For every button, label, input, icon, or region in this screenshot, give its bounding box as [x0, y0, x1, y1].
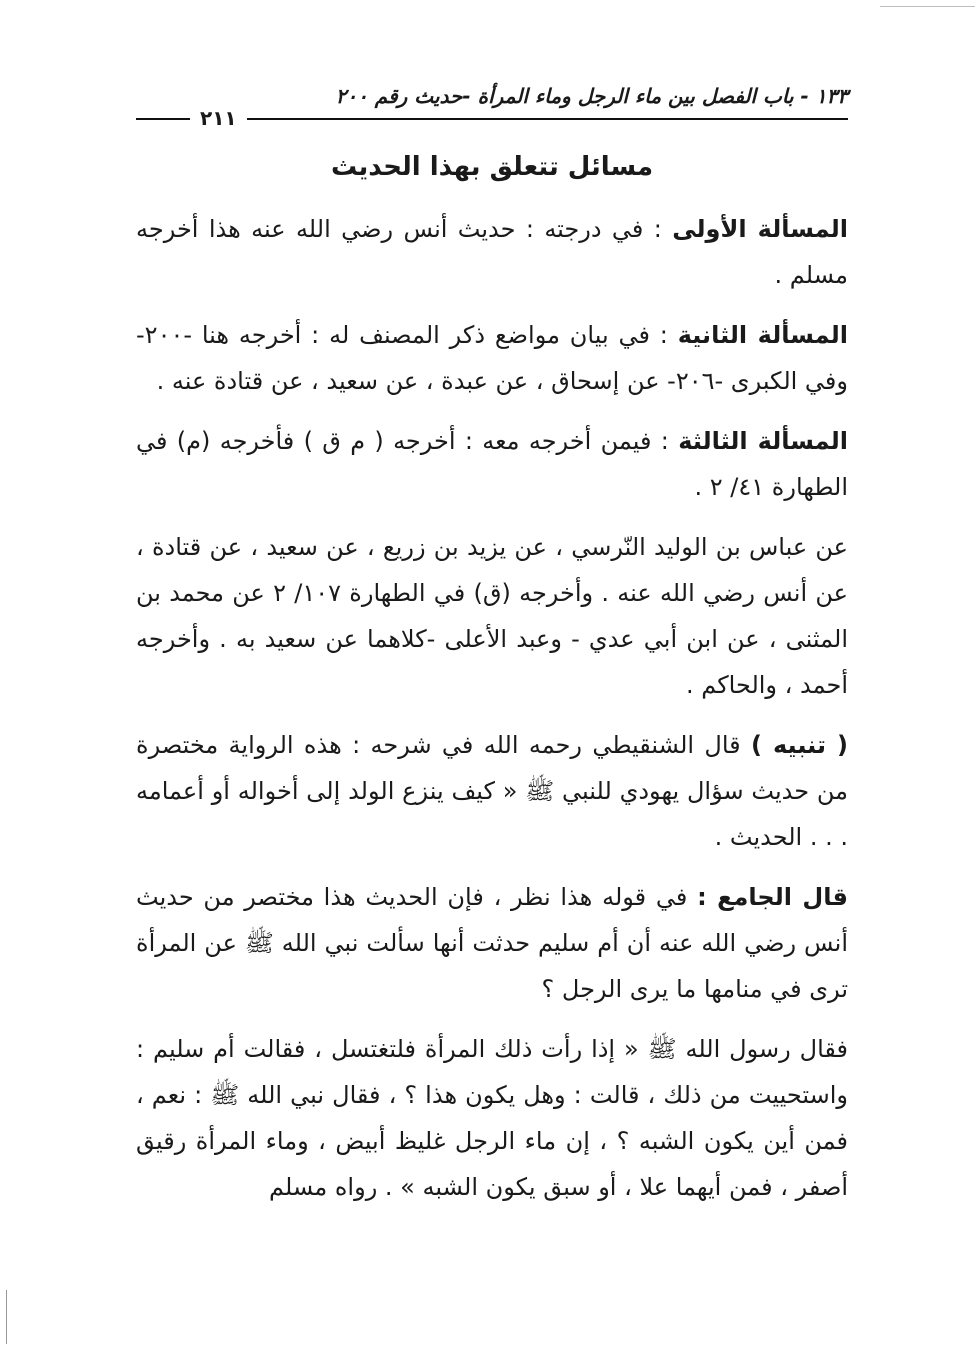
- paragraph-lead: المسألة الثالثة: [678, 427, 849, 455]
- paragraph-lead: ( تنبيه ): [750, 731, 848, 759]
- paragraph-note: [136, 722, 848, 860]
- paragraph-lead: المسألة الأولى: [672, 215, 848, 243]
- paragraph-chain: [136, 524, 848, 708]
- running-header: [136, 84, 848, 130]
- paragraph-text: : فيمن أخرجه معه : أخرجه ( م ق ) فأخرجه (م) في الطهارة ٤١/ ٢ .: [136, 427, 848, 501]
- paragraph-issue-1: [136, 206, 848, 298]
- paragraph-lead: قال الجامع :: [697, 883, 848, 911]
- paragraph-text: : في درجته : حديث أنس رضي الله عنه هذا أخرجه مسلم .: [136, 215, 848, 289]
- scan-margin-mark: [6, 1290, 7, 1344]
- paragraph-compiler: [136, 874, 848, 1012]
- paragraph-text: : في بيان مواضع ذكر المصنف له : أخرجه هنا -٢٠٠- وفي الكبرى -٢٠٦- عن إسحاق ، عن عبدة ، عن سعيد ، عن قتادة عنه .: [136, 321, 848, 395]
- paragraph-text: قال الشنقيطي رحمه الله في شرحه : هذه الرواية مختصرة من حديث سؤال يهودي للنبي ﷺ « كيف ينزع الولد إلى أخواله أو أعمامه . . . الحديث .: [136, 731, 848, 851]
- paragraph-hadith: [136, 1026, 848, 1210]
- chapter-heading: ١٣٣ - باب الفصل بين ماء الرجل وماء المرأة -حديث رقم ٢٠٠: [335, 84, 848, 108]
- scan-edge-line: [880, 6, 975, 7]
- section-title: مسائل تتعلق بهذا الحديث: [330, 152, 654, 182]
- paragraph-text: عن عباس بن الوليد النّرسي ، عن يزيد بن زريع ، عن سعيد ، عن قتادة ، عن أنس رضي الله عنه . وأخرجه (ق) في الطهارة ١٠٧/ ٢ عن محمد بن المثنى ، عن ابن أبي عدي - وعبد الأعلى -كلاهما عن سعيد به . وأخرجه أحمد ، والحاكم .: [136, 533, 848, 699]
- page-number: ٢١١: [190, 106, 247, 130]
- paragraph-text: في قوله هذا نظر ، فإن الحديث هذا مختصر من حديث أنس رضي الله عنه أن أم سليم حدثت أنها سألت نبي الله ﷺ عن المرأة ترى في منامها ما يرى الرجل ؟: [136, 883, 848, 1003]
- body-text: [136, 206, 848, 1224]
- paragraph-issue-3: [136, 418, 848, 510]
- paragraph-text: فقال رسول الله ﷺ « إذا رأت ذلك المرأة فلتغتسل ، فقالت أم سليم : واستحييت من ذلك ، قالت : وهل يكون هذا ؟ ، فقال نبي الله ﷺ : نعم ، فمن أين يكون الشبه ؟ ، إن ماء الرجل غليظ أبيض ، وماء المرأة رقيق أصفر ، فمن أيهما علا ، أو سبق يكون الشبه » . رواه مسلم: [136, 1035, 848, 1201]
- paragraph-lead: المسألة الثانية: [677, 321, 849, 349]
- paragraph-issue-2: [136, 312, 848, 404]
